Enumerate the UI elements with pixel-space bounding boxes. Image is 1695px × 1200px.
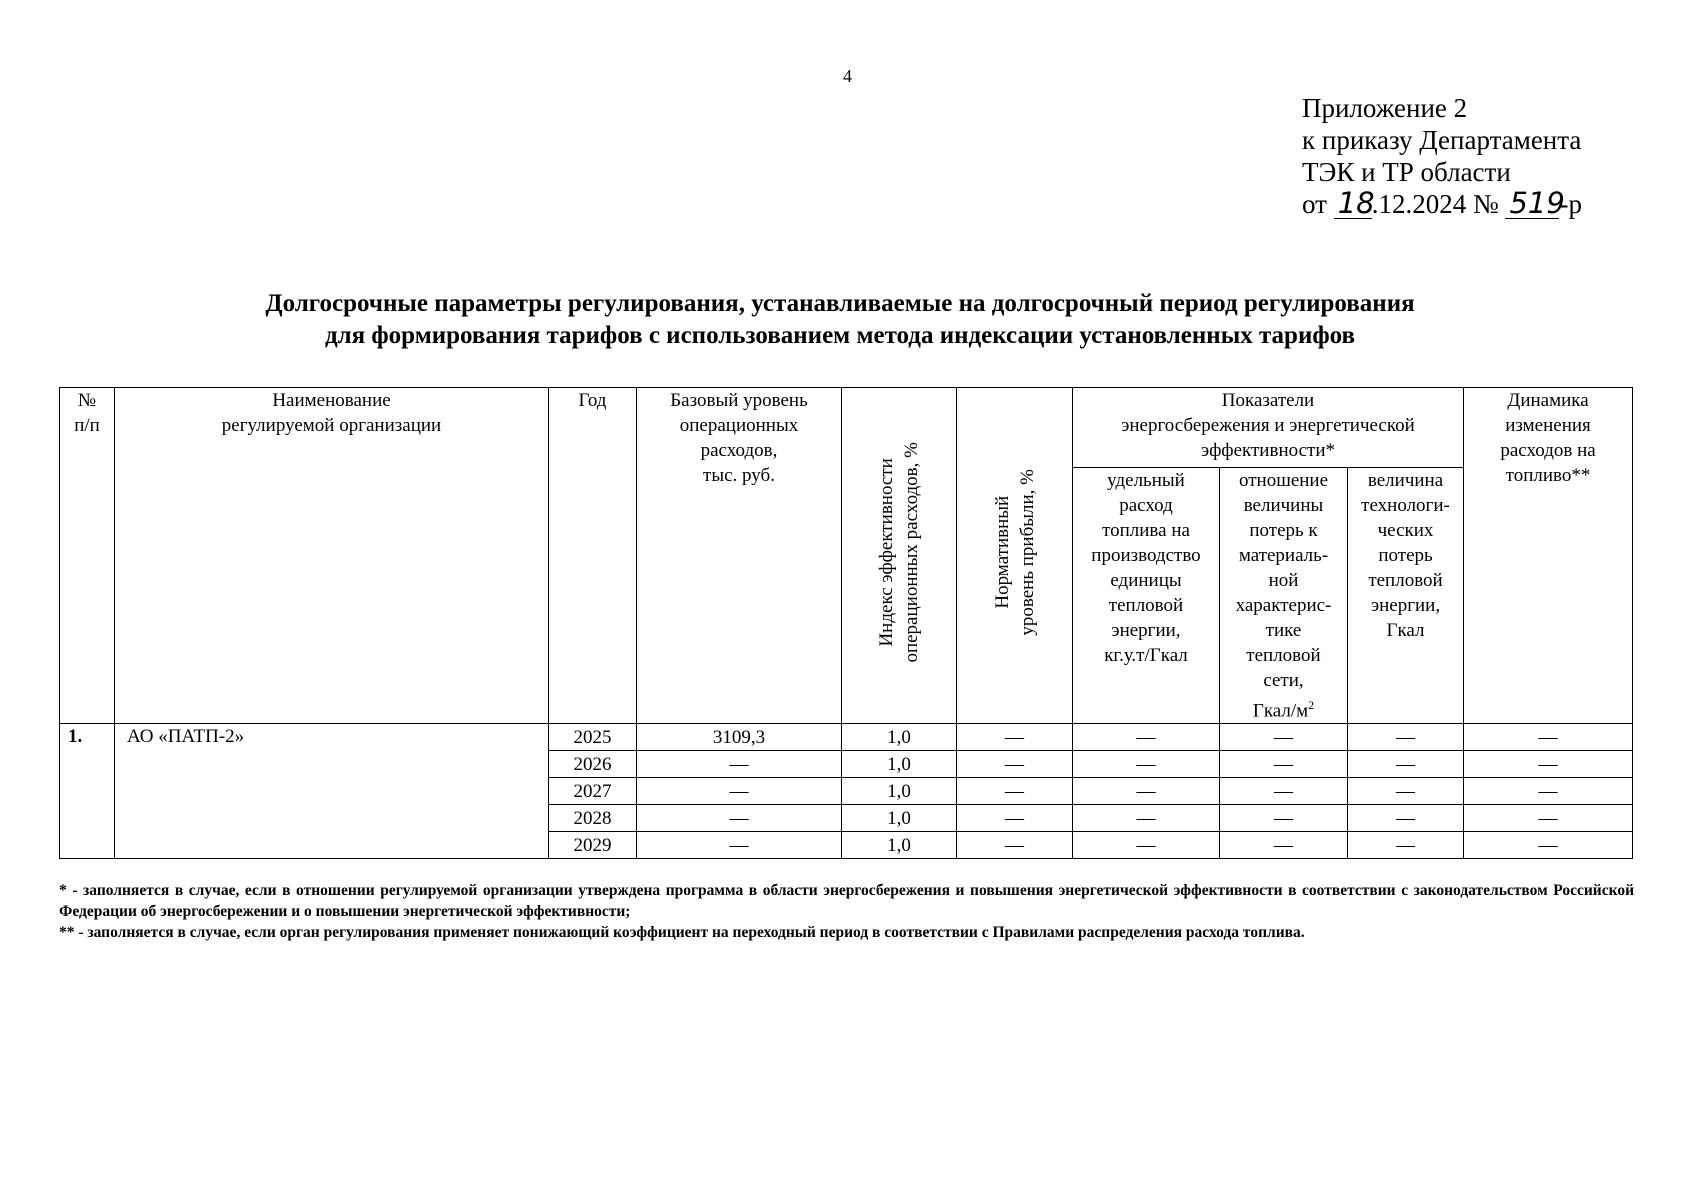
cell-efficiency-index: 1,0 <box>842 778 957 805</box>
cell-fuel-dynamics: — <box>1464 724 1633 751</box>
cell-tech-losses: — <box>1348 832 1464 859</box>
cell-tech-losses: — <box>1348 778 1464 805</box>
col-header-fuel-dynamics: Динамика изменения расходов на топливо** <box>1464 388 1633 724</box>
cell-tech-losses: — <box>1348 751 1464 778</box>
cell-fuel-dynamics: — <box>1464 778 1633 805</box>
cell-year: 2026 <box>549 751 637 778</box>
cell-base-costs: — <box>637 778 842 805</box>
title-line-1: Долгосрочные параметры регулирования, устанавливаемые на долгосрочный период регулирования <box>265 290 1415 317</box>
col-header-base-costs: Базовый уровень операционных расходов, тыс. руб. <box>637 388 842 724</box>
table-row <box>60 724 1633 751</box>
cell-loss-ratio: — <box>1220 724 1348 751</box>
cell-fuel-consumption: — <box>1073 751 1220 778</box>
cell-profit-level: — <box>957 724 1073 751</box>
col-header-efficiency-index: Индекс эффективности операционных расходов, % <box>842 388 957 724</box>
cell-profit-level: — <box>957 805 1073 832</box>
cell-fuel-dynamics: — <box>1464 805 1633 832</box>
cell-fuel-consumption: — <box>1073 832 1220 859</box>
organization-name: АО «ПАТП-2» <box>115 724 549 859</box>
title-line-2: для формирования тарифов с использованием метода индексации установленных тарифов <box>324 322 1356 349</box>
footnotes <box>59 880 1634 943</box>
appendix-line-1: Приложение 2 <box>1302 93 1468 123</box>
regulation-parameters-table <box>59 387 1633 859</box>
col-header-fuel-consumption: удельный расход топлива на производство единицы тепловой энергии, кг.у.т/Гкал <box>1073 468 1220 724</box>
cell-profit-level: — <box>957 751 1073 778</box>
cell-fuel-consumption: — <box>1073 778 1220 805</box>
cell-base-costs: — <box>637 832 842 859</box>
footnote-1: * - заполняется в случае, если в отношении регулируемой организации утверждена программа в области энергосбережения и повышения энергетической эффективности в соответствии с законодательством Российской Федерации об энергосбережении и о повышении энергетической эффективности; <box>59 882 1634 920</box>
cell-year: 2025 <box>549 724 637 751</box>
row-number: 1. <box>60 724 115 859</box>
cell-fuel-dynamics: — <box>1464 832 1633 859</box>
cell-year: 2027 <box>549 778 637 805</box>
cell-base-costs: — <box>637 805 842 832</box>
cell-efficiency-index: 1,0 <box>842 724 957 751</box>
date-prefix: от <box>1302 189 1327 219</box>
cell-tech-losses: — <box>1348 724 1464 751</box>
cell-loss-ratio: — <box>1220 778 1348 805</box>
col-header-tech-losses: величина технологи- ческих потерь тепловой энергии, Гкал <box>1348 468 1464 724</box>
cell-fuel-dynamics: — <box>1464 751 1633 778</box>
cell-profit-level: — <box>957 778 1073 805</box>
col-header-organization: Наименование регулируемой организации <box>115 388 549 724</box>
col-header-profit-level: Нормативный уровень прибыли, % <box>957 388 1073 724</box>
appendix-line-3: ТЭК и ТР области <box>1302 157 1511 187</box>
page-number: 4 <box>843 66 852 86</box>
order-number-handwritten: 519 <box>1505 189 1559 219</box>
cell-loss-ratio: — <box>1220 832 1348 859</box>
date-rest: .12.2024 № <box>1371 189 1499 219</box>
cell-year: 2028 <box>549 805 637 832</box>
col-header-energy-indicators: Показатели энергосбережения и энергетической эффективности* <box>1073 388 1464 468</box>
col-header-number: № п/п <box>60 388 115 724</box>
footnote-2: ** - заполняется в случае, если орган регулирования применяет понижающий коэффициент на переходный период в соответствии с Правилами распределения расхода топлива. <box>59 924 1305 941</box>
cell-tech-losses: — <box>1348 805 1464 832</box>
cell-base-costs: 3109,3 <box>637 724 842 751</box>
cell-efficiency-index: 1,0 <box>842 805 957 832</box>
col-header-year: Год <box>549 388 637 724</box>
date-day-handwritten: 18 <box>1334 189 1372 219</box>
cell-efficiency-index: 1,0 <box>842 751 957 778</box>
document-title <box>60 288 1620 352</box>
appendix-line-2: к приказу Департамента <box>1302 125 1582 155</box>
order-suffix: -р <box>1559 189 1582 219</box>
col-header-loss-ratio: отношение величины потерь к материаль- ной характерис- тике тепловой сети, Гкал/$м^2$ <box>1220 468 1348 724</box>
appendix-date-line <box>1302 188 1582 220</box>
cell-loss-ratio: — <box>1220 751 1348 778</box>
cell-year: 2029 <box>549 832 637 859</box>
cell-profit-level: — <box>957 832 1073 859</box>
header-row-1 <box>60 388 1633 468</box>
cell-efficiency-index: 1,0 <box>842 832 957 859</box>
cell-loss-ratio: — <box>1220 805 1348 832</box>
cell-fuel-consumption: — <box>1073 724 1220 751</box>
appendix-block <box>1302 92 1582 220</box>
cell-base-costs: — <box>637 751 842 778</box>
cell-fuel-consumption: — <box>1073 805 1220 832</box>
